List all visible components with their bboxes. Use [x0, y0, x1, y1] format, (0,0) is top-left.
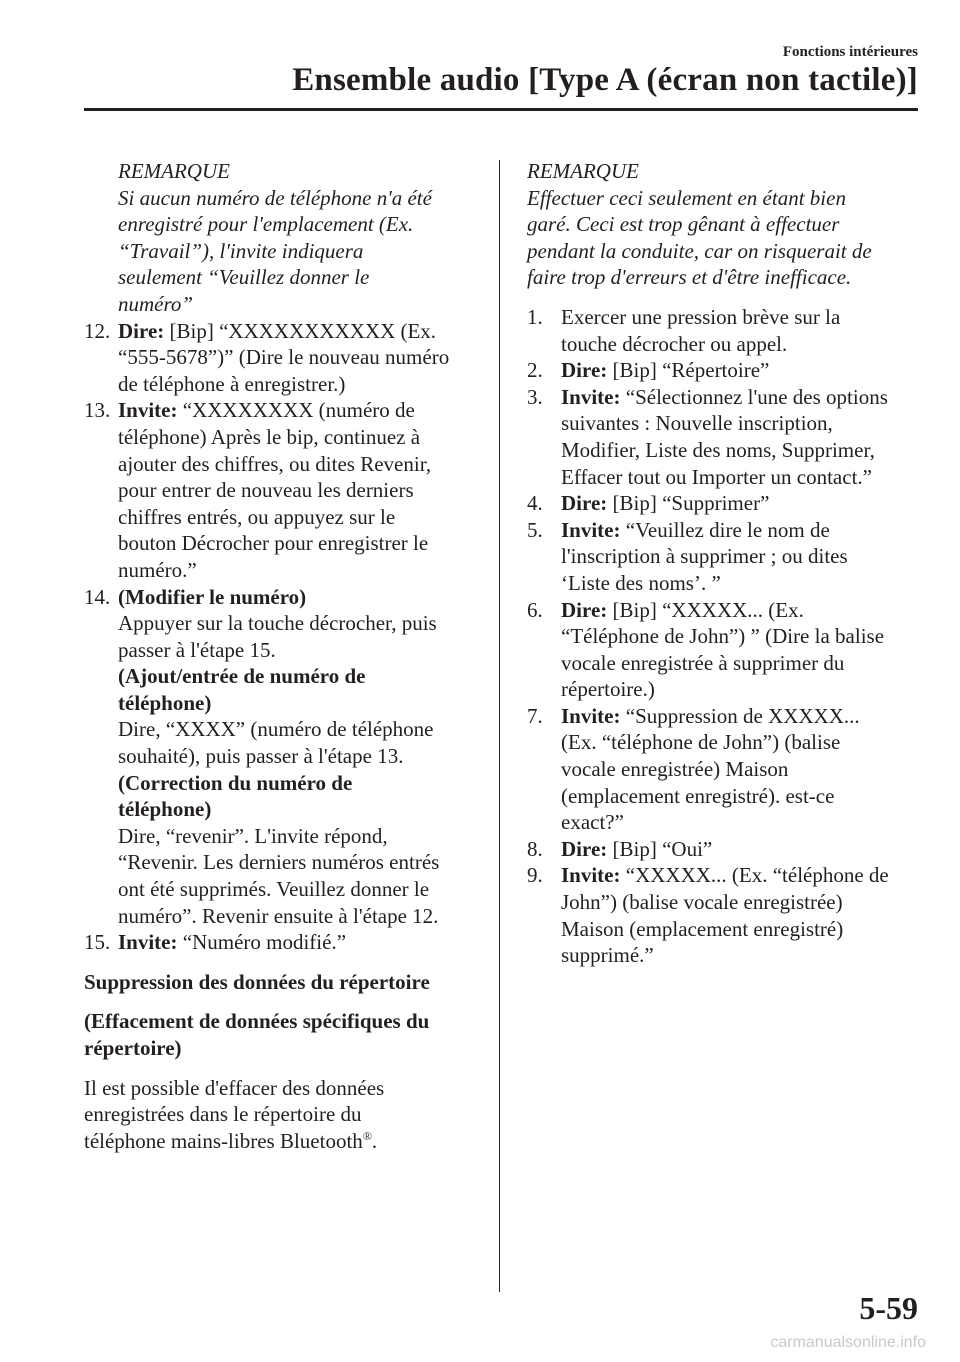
step-text: (Ex. “téléphone de John”) (balise — [561, 730, 841, 755]
step-text: souhaité), puis passer à l'étape 13. — [118, 744, 404, 769]
step-label: Dire: — [561, 597, 608, 622]
subsection-title: téléphone) — [118, 690, 212, 715]
step-1 — [527, 304, 922, 357]
step-number: 9. — [527, 863, 543, 888]
step-text: “XXXXXXXX (numéro de — [182, 398, 415, 423]
step-text: Exercer une pression brève sur la — [561, 304, 841, 329]
step-text: bouton Décrocher pour enregistrer le — [118, 531, 429, 556]
right-column — [527, 158, 922, 969]
step-text: John”) (balise vocale enregistrée) — [561, 890, 843, 915]
paragraph-text: téléphone mains-libres Bluetooth — [84, 1128, 363, 1153]
step-text: pour entrer de nouveau les derniers — [118, 478, 414, 503]
note-line: pendant la conduite, car on risquerait de — [527, 238, 872, 263]
paragraph-line: Il est possible d'effacer des données — [84, 1075, 385, 1100]
step-text: suivantes : Nouvelle inscription, — [561, 411, 833, 436]
subsection-title: (Modifier le numéro) — [118, 584, 307, 609]
step-text: “XXXXX... (Ex. “téléphone de — [625, 863, 889, 888]
section-heading: Suppression des données du répertoire — [84, 969, 430, 994]
step-text: ajouter des chiffres, ou dites Revenir, — [118, 451, 432, 476]
step-text: [Bip] “XXXXX... (Ex. — [612, 597, 804, 622]
step-12 — [84, 318, 474, 398]
step-8 — [527, 836, 922, 863]
step-text: passer à l'étape 15. — [118, 637, 276, 662]
step-label: Dire: — [561, 358, 608, 383]
note-line: garé. Ceci est trop gênant à effectuer — [527, 212, 840, 237]
step-label: Invite: — [561, 703, 621, 728]
step-label: Dire: — [118, 318, 165, 343]
note-label: REMARQUE — [527, 159, 639, 183]
step-text: l'inscription à supprimer ; ou dites — [561, 544, 848, 569]
paragraph-line: enregistrées dans le répertoire du — [84, 1102, 362, 1127]
step-text: Maison (emplacement enregistré) — [561, 916, 844, 941]
step-text: exact?” — [561, 810, 624, 835]
step-number: 8. — [527, 836, 543, 861]
step-number: 13. — [84, 398, 111, 423]
step-text: “Sélectionnez l'une des options — [625, 384, 888, 409]
page-number: 5-59 — [859, 1290, 918, 1326]
note-line: Effectuer ceci seulement en étant bien — [527, 185, 846, 210]
step-13 — [84, 397, 474, 583]
note-line: seulement “Veuillez donner le — [118, 265, 370, 290]
step-number: 1. — [527, 304, 543, 329]
step-text: [Bip] “XXXXXXXXXXX (Ex. — [169, 318, 437, 343]
step-9 — [527, 862, 922, 968]
step-15 — [84, 929, 474, 956]
note-line: faire trop d'erreurs et d'être inefficace. — [527, 265, 852, 290]
step-2 — [527, 357, 922, 384]
step-text: [Bip] “Oui” — [612, 836, 713, 861]
step-text: [Bip] “Répertoire” — [612, 358, 770, 383]
step-number: 5. — [527, 517, 543, 542]
step-text: (emplacement enregistré). est-ce — [561, 783, 835, 808]
subsection-title: téléphone) — [118, 797, 212, 822]
step-number: 12. — [84, 318, 111, 343]
step-label: Invite: — [561, 517, 621, 542]
step-number: 7. — [527, 703, 543, 728]
note-block — [84, 158, 474, 318]
paragraph-line — [84, 1128, 474, 1155]
paragraph-end: . — [371, 1128, 378, 1153]
step-text: de téléphone à enregistrer.) — [118, 371, 346, 396]
step-text: répertoire.) — [561, 677, 655, 702]
page-title: Ensemble audio [Type A (écran non tactile)] — [292, 62, 918, 98]
step-text: Modifier, Liste des noms, Supprimer, — [561, 437, 875, 462]
step-text: ‘Liste des noms’. ” — [561, 570, 721, 595]
step-text: [Bip] “Supprimer” — [612, 491, 770, 516]
step-number: 15. — [84, 930, 111, 955]
section-subheading: (Effacement de données spécifiques du — [84, 1009, 430, 1034]
subsection-title: (Correction du numéro de — [118, 770, 353, 795]
step-text: chiffres entrés, ou appuyez sur le — [118, 504, 396, 529]
step-text: “Veuillez dire le nom de — [625, 517, 830, 542]
step-text: Dire, “revenir”. L'invite répond, — [118, 823, 388, 848]
step-number: 6. — [527, 597, 543, 622]
step-text: supprimé.” — [561, 943, 654, 968]
step-14 — [84, 584, 474, 930]
step-text: “Numéro modifié.” — [182, 930, 347, 955]
step-number: 3. — [527, 384, 543, 409]
column-divider — [499, 160, 500, 1292]
step-number: 14. — [84, 584, 111, 609]
step-number: 2. — [527, 358, 543, 383]
step-label: Invite: — [561, 384, 621, 409]
step-text: téléphone) Après le bip, continuez à — [118, 424, 421, 449]
step-text: vocale enregistrée) Maison — [561, 757, 789, 782]
step-label: Invite: — [118, 930, 178, 955]
step-3 — [527, 384, 922, 490]
header-rule — [84, 108, 918, 111]
step-label: Invite: — [118, 398, 178, 423]
step-text: numéro”. Revenir ensuite à l'étape 12. — [118, 903, 439, 928]
step-label: Invite: — [561, 863, 621, 888]
watermark: carmanualsonline.info — [770, 1334, 926, 1351]
step-text: numéro.” — [118, 557, 197, 582]
registered-mark: ® — [362, 1128, 372, 1143]
step-text: touche décrocher ou appel. — [561, 331, 788, 356]
step-label: Dire: — [561, 836, 608, 861]
step-text: vocale enregistrée à supprimer du — [561, 650, 845, 675]
step-number: 4. — [527, 491, 543, 516]
note-label: REMARQUE — [118, 159, 230, 183]
step-7 — [527, 703, 922, 836]
note-line: “Travail”), l'invite indiquera — [118, 238, 364, 263]
note-line: numéro” — [118, 291, 194, 316]
subsection-title: (Ajout/entrée de numéro de — [118, 664, 366, 689]
step-text: “Revenir. Les derniers numéros entrés — [118, 850, 440, 875]
note-line: enregistré pour l'emplacement (Ex. — [118, 212, 414, 237]
step-6 — [527, 597, 922, 703]
note-line: Si aucun numéro de téléphone n'a été — [118, 185, 432, 210]
step-text: Effacer tout ou Importer un contact.” — [561, 464, 872, 489]
step-text: Appuyer sur la touche décrocher, puis — [118, 611, 437, 636]
step-4 — [527, 490, 922, 517]
section-label: Fonctions intérieures — [782, 44, 918, 60]
step-label: Dire: — [561, 491, 608, 516]
left-column — [84, 158, 474, 1154]
step-text: “Suppression de XXXXX... — [625, 703, 860, 728]
step-5 — [527, 517, 922, 597]
step-text: “555-5678”)” (Dire le nouveau numéro — [118, 345, 450, 370]
note-block — [527, 158, 922, 291]
step-text: “Téléphone de John”) ” (Dire la balise — [561, 624, 885, 649]
step-text: ont été supprimés. Veuillez donner le — [118, 877, 430, 902]
section-subheading: répertoire) — [84, 1036, 182, 1060]
step-text: Dire, “XXXX” (numéro de téléphone — [118, 717, 434, 742]
